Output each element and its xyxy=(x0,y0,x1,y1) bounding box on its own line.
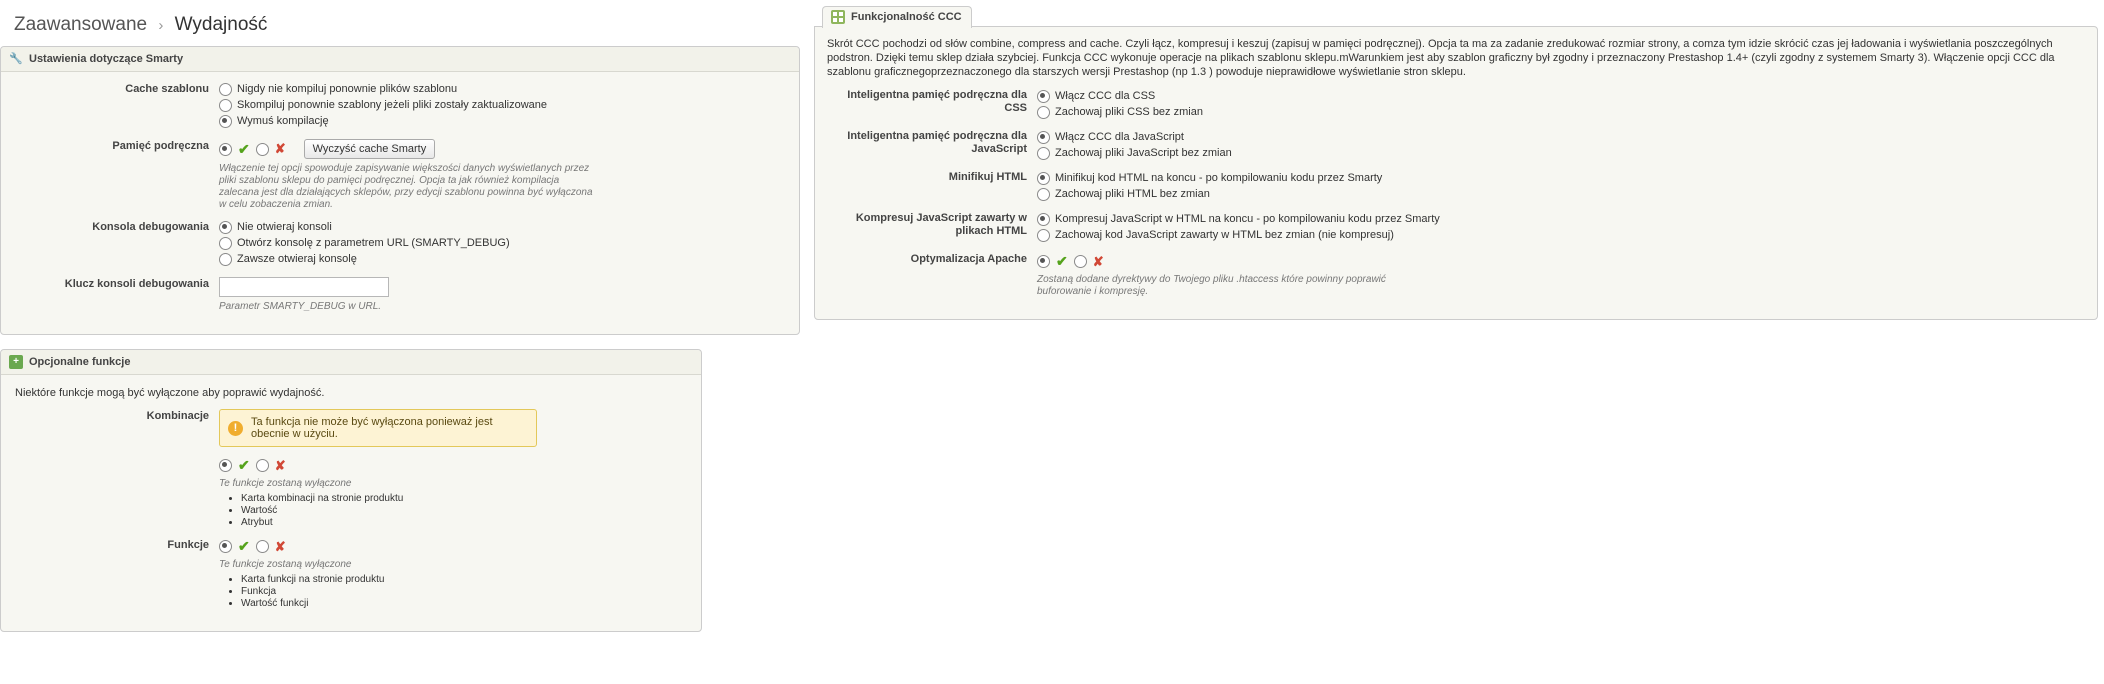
optional-features-panel xyxy=(0,349,702,632)
radio-icon[interactable] xyxy=(219,99,232,112)
field-debug-key xyxy=(219,277,791,313)
row-debug-console xyxy=(9,220,791,268)
label-cache-template: Cache szablonu xyxy=(125,83,209,95)
warning-icon: ! xyxy=(228,421,243,436)
radio-ccc-html-1[interactable] xyxy=(1037,187,2085,202)
smarty-panel-title: Ustawienia dotyczące Smarty xyxy=(29,53,184,65)
ccc-tab-strip xyxy=(814,6,2098,26)
radio-label: Włącz CCC dla JavaScript xyxy=(1055,131,1184,143)
breadcrumb xyxy=(0,0,800,46)
radio-icon[interactable] xyxy=(219,83,232,96)
combinations-warning-text: Ta funkcja nie może być wyłączona ponieważ jest obecnie w użyciu. xyxy=(251,416,493,440)
radio-label: Zachowaj kod JavaScript zawarty w HTML bez zmian (nie kompresuj) xyxy=(1055,229,1394,241)
row-ccc-html xyxy=(827,171,2085,203)
radio-label: Zachowaj pliki JavaScript bez zmian xyxy=(1055,147,1232,159)
hint-debug-key: Parametr SMARTY_DEBUG w URL. xyxy=(219,301,382,312)
row-ccc-css xyxy=(827,89,2085,121)
radio-icon[interactable] xyxy=(219,115,232,128)
hint-apache: Zostaną dodane dyrektywy do Twojego pliku .htaccess które powinny poprawić buforowanie i kompresję. xyxy=(1037,274,1386,297)
field-apache xyxy=(1037,253,2085,298)
radio-icon[interactable] xyxy=(1037,106,1050,119)
label-ccc-js: Inteligentna pamięć podręczna dla JavaScript xyxy=(847,130,1027,155)
radio-no-icon[interactable] xyxy=(1074,255,1087,268)
smarty-settings-panel xyxy=(0,46,800,335)
tab-ccc-label: Funkcjonalność CCC xyxy=(851,11,962,23)
smarty-panel-header xyxy=(1,47,799,72)
radio-label: Zachowaj pliki CSS bez zmian xyxy=(1055,106,1203,118)
page-title: Wydajność xyxy=(174,14,268,35)
breadcrumb-separator-icon: › xyxy=(158,17,164,34)
radio-debug-console-1[interactable] xyxy=(219,236,791,251)
toggle-apache[interactable] xyxy=(1037,253,2085,270)
row-apache xyxy=(827,253,2085,298)
toggle-cache-memory[interactable] xyxy=(219,139,791,159)
combinations-warning xyxy=(219,409,537,447)
radio-icon[interactable] xyxy=(1037,131,1050,144)
field-combinations xyxy=(219,409,693,529)
row-debug-key xyxy=(9,277,791,313)
label-apache: Optymalizacja Apache xyxy=(910,253,1027,265)
label-features: Funkcje xyxy=(167,539,209,551)
radio-ccc-js-1[interactable] xyxy=(1037,146,2085,161)
radio-yes-icon[interactable] xyxy=(219,459,232,472)
radio-label: Otwórz konsolę z parametrem URL (SMARTY_DEBUG) xyxy=(237,237,510,249)
row-ccc-js-in-html xyxy=(827,212,2085,244)
label-combinations: Kombinacje xyxy=(146,410,209,422)
smarty-panel-body xyxy=(1,72,799,334)
ccc-panel xyxy=(814,26,2098,320)
radio-label: Wymuś kompilację xyxy=(237,115,329,127)
field-ccc-css xyxy=(1037,89,2085,121)
tab-ccc[interactable] xyxy=(822,6,972,28)
radio-icon[interactable] xyxy=(1037,213,1050,226)
field-debug-console xyxy=(219,220,791,268)
hint-features: Te funkcje zostaną wyłączone xyxy=(219,559,352,570)
toggle-features[interactable] xyxy=(219,538,693,555)
debug-key-input[interactable] xyxy=(219,277,389,297)
label-debug-console: Konsola debugowania xyxy=(92,221,209,233)
radio-ccc-css-1[interactable] xyxy=(1037,105,2085,120)
cross-icon: ✘ xyxy=(1092,253,1104,269)
optional-panel-header xyxy=(1,350,701,375)
radio-ccc-js-in-html-1[interactable] xyxy=(1037,228,2085,243)
radio-icon[interactable] xyxy=(219,253,232,266)
grid-icon xyxy=(831,10,845,24)
radio-icon[interactable] xyxy=(219,237,232,250)
radio-ccc-css-0[interactable] xyxy=(1037,89,2085,104)
radio-ccc-html-0[interactable] xyxy=(1037,171,2085,186)
list-item: • Funkcja xyxy=(241,586,693,597)
label-debug-key: Klucz konsoli debugowania xyxy=(64,278,209,290)
radio-icon[interactable] xyxy=(1037,188,1050,201)
breadcrumb-root[interactable]: Zaawansowane xyxy=(14,14,148,35)
label-cache-memory: Pamięć podręczna xyxy=(112,140,209,152)
field-ccc-js xyxy=(1037,130,2085,162)
radio-icon[interactable] xyxy=(1037,147,1050,160)
list-item: • Wartość funkcji xyxy=(241,598,693,609)
radio-label: Włącz CCC dla CSS xyxy=(1055,90,1156,102)
radio-ccc-js-in-html-0[interactable] xyxy=(1037,212,2085,227)
radio-no-icon[interactable] xyxy=(256,143,269,156)
left-column xyxy=(0,0,800,646)
radio-ccc-js-0[interactable] xyxy=(1037,130,2085,145)
radio-cache-template-0[interactable] xyxy=(219,82,791,97)
radio-yes-icon[interactable] xyxy=(219,540,232,553)
radio-label: Kompresuj JavaScript w HTML na koncu - po kompilowaniu kodu przez Smarty xyxy=(1055,213,1440,225)
label-ccc-js-in-html: Kompresuj JavaScript zawarty w plikach HTML xyxy=(855,212,1027,237)
list-item: • Karta kombinacji na stronie produktu xyxy=(241,493,693,504)
clear-smarty-cache-button[interactable]: Wyczyść cache Smarty xyxy=(304,139,436,159)
radio-label: Minifikuj kod HTML na koncu - po kompilowaniu kodu przez Smarty xyxy=(1055,172,1383,184)
row-ccc-js xyxy=(827,130,2085,162)
row-combinations xyxy=(9,409,693,529)
row-features xyxy=(9,538,693,610)
features-affected-list xyxy=(219,574,693,609)
combinations-affected-list xyxy=(219,493,693,528)
radio-no-icon[interactable] xyxy=(256,540,269,553)
radio-debug-console-2[interactable] xyxy=(219,252,791,267)
wrench-icon: 🔧 xyxy=(9,53,23,65)
radio-icon[interactable] xyxy=(219,221,232,234)
plus-icon: + xyxy=(9,355,23,369)
radio-label: Nie otwieraj konsoli xyxy=(237,221,332,233)
row-cache-template xyxy=(9,82,791,130)
radio-cache-template-2[interactable] xyxy=(219,114,791,129)
cross-icon: ✘ xyxy=(274,141,286,156)
radio-label: Zachowaj pliki HTML bez zmian xyxy=(1055,188,1210,200)
check-icon: ✔ xyxy=(238,140,250,157)
field-ccc-html xyxy=(1037,171,2085,203)
check-icon: ✔ xyxy=(238,538,250,554)
right-column xyxy=(814,6,2098,320)
radio-icon[interactable] xyxy=(1037,229,1050,242)
radio-icon[interactable] xyxy=(1037,172,1050,185)
radio-debug-console-0[interactable] xyxy=(219,220,791,235)
field-cache-template xyxy=(219,82,791,130)
check-icon: ✔ xyxy=(238,457,250,473)
optional-panel-body xyxy=(1,375,701,631)
radio-yes-icon[interactable] xyxy=(219,143,232,156)
field-ccc-js-in-html xyxy=(1037,212,2085,244)
radio-label: Zawsze otwieraj konsolę xyxy=(237,253,357,265)
label-ccc-css: Inteligentna pamięć podręczna dla CSS xyxy=(847,89,1027,114)
optional-panel-title: Opcjonalne funkcje xyxy=(29,356,131,368)
row-cache-memory xyxy=(9,139,791,211)
radio-label: Nigdy nie kompiluj ponownie plików szablonu xyxy=(237,83,458,95)
radio-cache-template-1[interactable] xyxy=(219,98,791,113)
list-item: • Atrybut xyxy=(241,517,693,528)
check-icon: ✔ xyxy=(1056,253,1068,269)
list-item: • Karta funkcji na stronie produktu xyxy=(241,574,693,585)
cross-icon: ✘ xyxy=(274,457,286,473)
optional-panel-note: Niektóre funkcje mogą być wyłączone aby poprawić wydajność. xyxy=(15,387,325,399)
list-item: • Wartość xyxy=(241,505,693,516)
field-cache-memory xyxy=(219,139,791,211)
ccc-intro-text: Skrót CCC pochodzi od słów combine, compress and cache. Czyli łącz, kompresuj i keszuj (zapisuj w pamięci podręcznej). Opcja ta ma za zadanie zredukować rozmiar strony, a comza tym idzie skrócić czas jej ładowania i wyświetlania poszczególnych podstron. Dzięki temu sklep działa szybciej. Funkcja CCC wykonuje operacje na plikach szablonu sklepu.mWarunkiem jest aby szablon graficzny był zgodny i przeznaczony Prestashop 1.4+ (czyli zgodny z systemem Smarty 3). Włączenie opcji CCC dla szablonu graficznegoprzeznaczonego dla starszych wersji Prestashop (np 1.3 ) powoduje nieprawidłowe wyświetlanie stron sklepu. xyxy=(827,38,2055,78)
hint-cache-memory: Włączenie tej opcji spowoduje zapisywanie większości danych wyświetlanych przez pliki szablonu sklepu do pamięci podręcznej. Opcja ta jak również kompilacja zalecana jest dla działających sklepów, przy edycji szablonu powinna być wyłączona w celu zobaczenia zmian. xyxy=(219,163,593,210)
radio-no-icon[interactable] xyxy=(256,459,269,472)
radio-label: Skompiluj ponownie szablony jeżeli pliki zostały zaktualizowane xyxy=(237,99,547,111)
cross-icon: ✘ xyxy=(274,538,286,554)
radio-yes-icon[interactable] xyxy=(1037,255,1050,268)
field-features xyxy=(219,538,693,610)
toggle-combinations[interactable] xyxy=(219,457,693,474)
label-ccc-html: Minifikuj HTML xyxy=(948,171,1027,183)
radio-icon[interactable] xyxy=(1037,90,1050,103)
hint-combinations: Te funkcje zostaną wyłączone xyxy=(219,478,352,489)
